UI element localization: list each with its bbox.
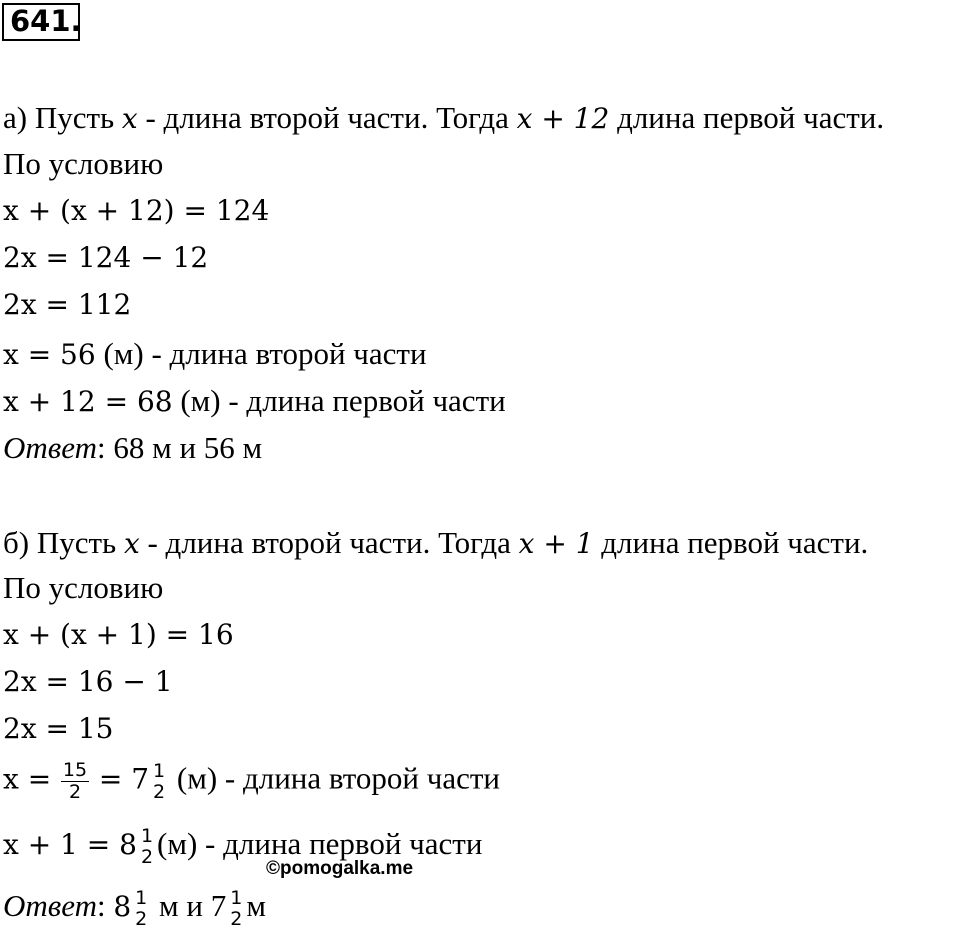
part-a-condition: По условию [3,146,164,181]
part-b-answer: Ответ: 8 1 2 м и 7 1 2 м [3,887,266,930]
fraction-1-2: 1 2 [153,759,166,803]
part-b-equation-3: 2x = 15 [3,712,114,745]
part-a-equation-4: x = 56 (м) - длина второй части [3,336,427,371]
part-b-equation-1: x + (x + 1) = 16 [3,618,234,651]
fraction-1-2: 1 2 [140,825,154,868]
part-a-equation-2: 2x = 124 − 12 [3,241,209,274]
part-a-equation-1: x + (x + 12) = 124 [3,194,270,227]
watermark: ©pomogalka.me [266,858,414,879]
part-b-condition: По условию [3,570,164,605]
part-b-equation-4: x = $\frac{15}{2}$ = 7 1 2 (м) - длина второй части [3,759,500,803]
part-b-equation-5: x + 1 = 8 1 2 (м) - длина первой части [3,825,483,868]
fraction-15-2: $\frac{15}{2}$ [62,759,88,803]
fraction-1-2: 1 2 [230,887,243,930]
part-a-equation-3: 2x = 112 [3,288,132,321]
part-a-intro-line: а) Пусть x - длина второй части. Тогда x + 12 длина первой части. [3,100,885,135]
task-number: 641. [2,3,80,41]
part-a-answer: Ответ: 68 м и 56 м [3,430,263,465]
part-b-intro-line: б) Пусть x - длина второй части. Тогда x + 1 длина первой части. [3,525,869,560]
part-b-equation-2: 2x = 16 − 1 [3,665,173,698]
fraction-1-2: 1 2 [135,887,148,930]
part-a-equation-5: x + 12 = 68 (м) - длина первой части [3,383,506,418]
